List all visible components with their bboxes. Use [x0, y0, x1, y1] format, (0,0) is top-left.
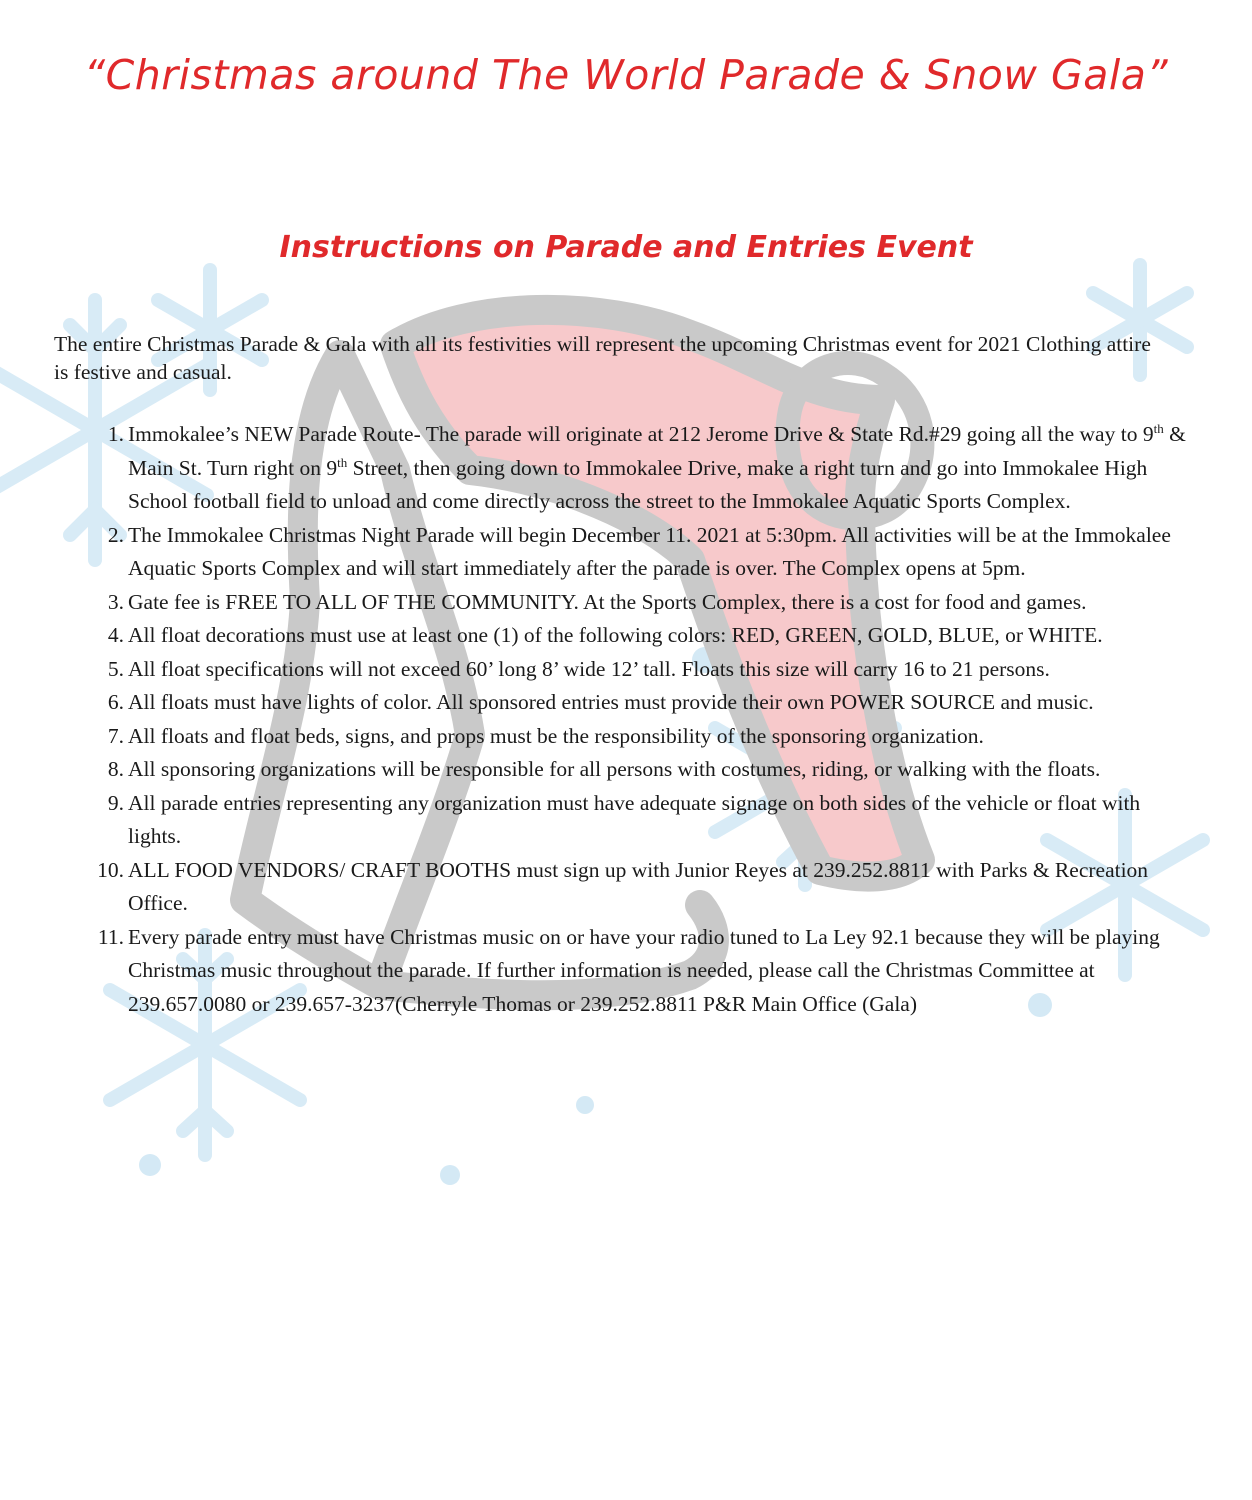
list-item [54, 787, 1194, 854]
list-item [54, 519, 1194, 586]
list-item-text: The Immokalee Christmas Night Parade will begin December 11. 2021 at 5:30pm. All activities will be at the Immokalee Aquatic Sports Complex and will start immediately after the parade is over. The Complex opens at 5pm. [128, 522, 1171, 580]
list-item [54, 619, 1194, 653]
list-item-text: All sponsoring organizations will be responsible for all persons with costumes, riding, or walking with the floats. [128, 757, 1101, 781]
list-number: 11. [97, 924, 124, 949]
list-item [54, 686, 1194, 720]
list-number: 2. [107, 522, 124, 547]
list-item-text: Street, then going down to Immokalee Drive, make a right turn and go into Immokalee High School football field to unload and come directly across the street to the Immokalee Aquatic Sports Complex. [128, 455, 1148, 513]
list-number: 10. [97, 857, 124, 882]
superscript: th [1153, 420, 1164, 436]
list-number: 1. [107, 422, 124, 446]
list-item-text: & Main St. Turn right on 9 [128, 422, 1186, 480]
list-item [54, 854, 1194, 921]
list-item [54, 586, 1194, 620]
list-item-text: All float specifications will not exceed 60’ long 8’ wide 12’ tall. Floats this size will carry 16 to 21 persons. [128, 656, 1050, 681]
list-item [54, 653, 1194, 687]
list-number: 4. [107, 623, 124, 647]
list-item [54, 753, 1194, 787]
list-number: 5. [107, 656, 124, 681]
list-item-text: Immokalee’s NEW Parade Route- The parade will originate at 212 Jerome Drive & State Rd.#29 going all the way to 9 [128, 422, 1154, 446]
list-item [54, 418, 1194, 519]
page-title: “Christmas around The World Parade & Snow Gala” [83, 51, 1169, 99]
list-number: 9. [107, 790, 124, 815]
list-item-text: ALL FOOD VENDORS/ CRAFT BOOTHS must sign up with Junior Reyes at 239.252.8811 with Parks & Recreation Office. [128, 857, 1149, 915]
instructions-list [54, 418, 1194, 1021]
list-number: 8. [107, 757, 124, 781]
list-number: 3. [107, 589, 124, 614]
list-item-text: All floats and float beds, signs, and props must be the responsibility of the sponsoring organization. [128, 723, 984, 748]
list-item-text: Every parade entry must have Christmas music on or have your radio tuned to La Ley 92.1 because they will be playing Christmas music throughout the parade. If further information is needed, please call the Christmas Committee at 239.657.0080 or 239.657-3237(Cherryle Thomas or 239.252.8811 P&R Main Office (Gala) [128, 924, 1160, 1016]
intro-paragraph: The entire Christmas Parade & Gala with all its festivities will represent the upcoming Christmas event for 2021 Clothing attire is festive and casual. [54, 332, 1151, 384]
list-number: 7. [107, 723, 124, 748]
superscript: th [337, 454, 348, 470]
list-item-text: All float decorations must use at least one (1) of the following colors: RED, GREEN, GOLD, BLUE, or WHITE. [128, 623, 1103, 647]
page-subtitle: Instructions on Parade and Entries Event [279, 230, 973, 265]
list-item [54, 720, 1194, 754]
list-item-text: All floats must have lights of color. All sponsored entries must provide their own POWER SOURCE and music. [128, 690, 1094, 714]
list-number: 6. [107, 690, 124, 714]
list-item [54, 921, 1194, 1022]
list-item-text: All parade entries representing any organization must have adequate signage on both sides of the vehicle or float with lights. [128, 790, 1141, 848]
list-item-text: Gate fee is FREE TO ALL OF THE COMMUNITY. At the Sports Complex, there is a cost for food and games. [128, 589, 1087, 614]
